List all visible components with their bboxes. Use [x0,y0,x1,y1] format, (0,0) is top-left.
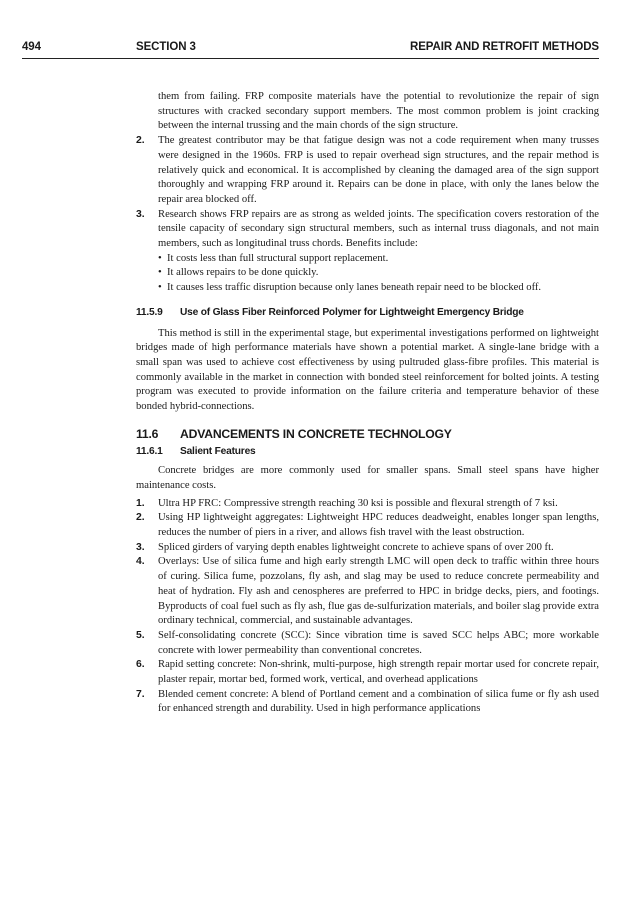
continuation-paragraph: them from failing. FRP composite materials have the potential to revolutionize the repair of sign structures with cracked secondary support members. The most common problem is joint cracking between the internal trussing and the main chords of the sign structure. [158,91,599,132]
frp-repair-list [136,134,599,252]
bullet-icon: • [158,252,162,264]
list-item [136,511,599,540]
subsection-heading-11-5-9 [136,306,599,321]
gfrp-paragraph: This method is still in the experimental stage, but experimental investigations performed on lightweight bridges made of high performance materials have shown a potential market. A single-lane bridge with a small span was used to achieve cost effectiveness by using pultruded glass-fibre profiles. This material is commonly available in the market in connection with bonded steel reinforcement for bolted joints. A testing program was executed to provide information on the failure criteria and temperature behavior of these bonded hybrid-connections. [136,327,599,413]
list-item [136,629,599,658]
list-number: 2. [136,512,145,524]
list-item [136,555,599,629]
list-text: Rapid setting concrete: Non-shrink, multi-purpose, high strength repair mortar used for concrete repair, plaster repair, mortar bed, formed work, vertical, and overhead applications [158,659,599,686]
salient-features-paragraph: Concrete bridges are more commonly used for smaller spans. Small steel spans have higher maintenance costs. [136,465,599,491]
bullet-icon: • [158,282,162,294]
list-text: Blended cement concrete: A blend of Portland cement and a combination of silica fume or fly ash used for enhanced strength and durability. Used in high performance applications [158,688,599,715]
list-item [136,658,599,687]
benefits-bullet-list [136,252,599,296]
list-item [136,541,599,556]
concrete-advancements-list [136,497,599,718]
header-rule [22,58,599,59]
section-heading-11-6 [136,427,599,442]
bullet-item [136,281,599,296]
subsection-heading-11-6-1 [136,445,599,460]
section-label: SECTION 3 [136,41,196,53]
list-number: 6. [136,659,145,671]
list-number: 4. [136,556,145,568]
subsection-number: 11.5.9 [136,306,163,318]
subsection-number: 11.6.1 [136,446,163,458]
bullet-text: It costs less than full structural support replacement. [167,252,389,264]
list-item [136,208,599,252]
list-item [136,134,599,208]
list-number: 5. [136,629,145,641]
subsection-title: Use of Glass Fiber Reinforced Polymer for Lightweight Emergency Bridge [180,306,524,318]
bullet-text: It allows repairs to be done quickly. [167,267,319,279]
list-text: Self-consolidating concrete (SCC): Since vibration time is saved SCC helps ABC; more workable concrete with lower permeability than conventional concretes. [158,629,599,656]
page-body [136,90,599,717]
bullet-icon: • [158,267,162,279]
list-number: 1. [136,497,145,509]
list-number: 7. [136,688,145,700]
bullet-item [136,252,599,267]
list-number: 2. [136,135,145,147]
list-text: Research shows FRP repairs are as strong as welded joints. The specification covers restoration of the tensile capacity of secondary sign structural members, such as internal truss diagonals, and not main members, such as longitudinal truss chords. Benefits include: [158,208,599,250]
bullet-item [136,266,599,281]
page-number: 494 [22,41,41,53]
list-text: Spliced girders of varying depth enables lightweight concrete to achieve spans of over 200 ft. [158,541,554,553]
list-text: The greatest contributor may be that fatigue design was not a code requirement when many trusses were designed in the 1960s. FRP is used to repair overhead sign structures, and the repair method is relatively quick and economical. It is accomplished by cleaning the damaged area of the sign support thoroughly and wrapping FRP around it. Repairs can be done in place, with only the lanes below the repair area blocked off. [158,135,599,205]
section-number: 11.6 [136,426,159,441]
bullet-text: It causes less traffic disruption because only lanes beneath repair need to be blocked off. [167,282,542,294]
running-header [22,41,599,57]
list-item [136,688,599,717]
list-number: 3. [136,541,145,553]
subsection-title: Salient Features [180,446,256,458]
list-text: Using HP lightweight aggregates: Lightweight HPC reduces deadweight, enables longer span lengths, reduces the number of piers in a river, and allows fish travel with the least obstruction. [158,512,599,538]
list-item [136,497,599,512]
running-title: REPAIR AND RETROFIT METHODS [410,41,599,53]
list-text: Overlays: Use of silica fume and high early strength LMC will open deck to traffic within three hours of curing. Silica fume, pozzolans, fly ash, and slag may be used to reduce concrete permeability and heat of hydration. Fly ash and cenospheres are preferred to HPC in bridge decks, piers, and footings. Byproducts of coal fuel such as fly ash, flue gas de-sulfurization materials, and boiler slag provide extra ordinary technical, commercial, and sustainable advantages. [158,556,599,627]
section-title: ADVANCEMENTS IN CONCRETE TECHNOLOGY [180,426,452,441]
list-number: 3. [136,208,145,220]
list-text: Ultra HP FRC: Compressive strength reaching 30 ksi is possible and flexural strength of 7 ksi. [158,497,558,509]
